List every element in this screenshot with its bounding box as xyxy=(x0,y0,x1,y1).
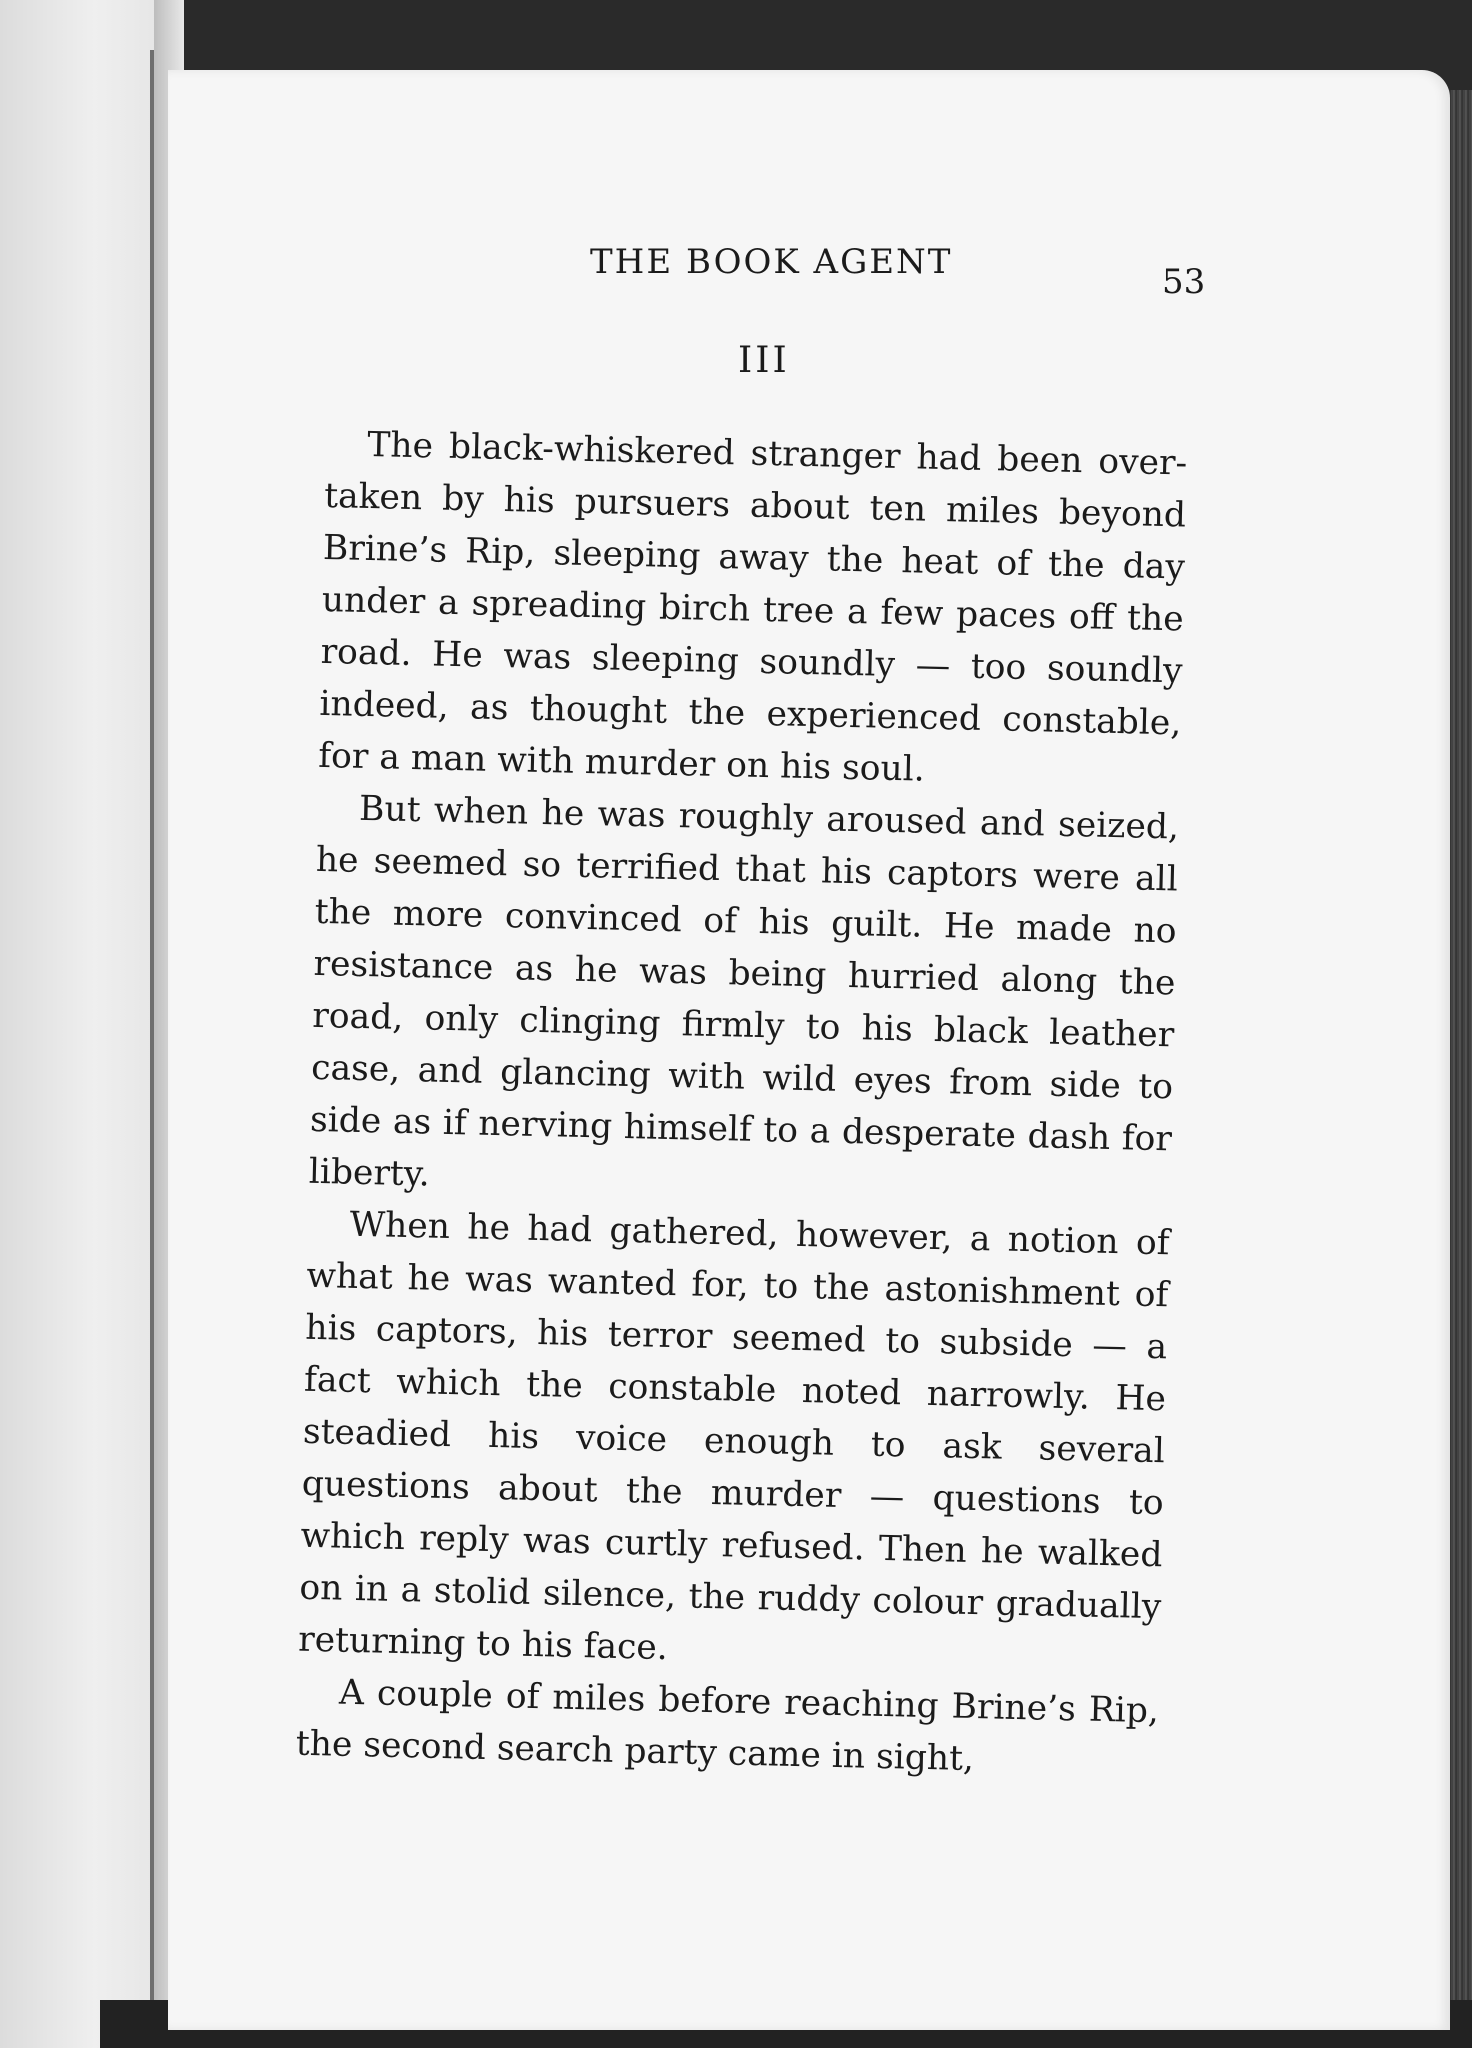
paragraph: When he had gathered, however, a notion of what he was wanted for, to the astonishment of his captors, his terror seemed to subside — a fact which the constable noted narrowly. He steadied his voice enough to ask several questions about the murder — questions to which reply was curtly refused. Then he walked on in a stolid silence, the ruddy colour gradually returning to his face. xyxy=(297,1204,1170,1669)
paragraph: A couple of miles before reaching Brine’s Rip, the second search party came in sight, xyxy=(295,1672,1160,1780)
left-page-margin xyxy=(0,0,158,2048)
running-head: THE BOOK AGENT xyxy=(590,242,953,282)
chapter-number: III xyxy=(738,340,790,381)
body-text xyxy=(295,418,1187,1789)
paragraph: The black-whiskered stranger had been over-taken by his pursuers about ten miles beyond Brine’s Rip, sleeping away the heat of the day under a spreading birch tree a few paces off the road. He was sleeping soundly — too soundly indeed, as thought the experienced constable, for a man with murder on his soul. xyxy=(317,424,1188,790)
paragraph: But when he was roughly aroused and seized, he seemed so terrified that his captors were all the more convinced of his guilt. He made no resistance as he was being hurried along the road, only clinging firmly to his black leather case, and glancing with wild eyes from side to side as if nerving himself to a desperate dash for liberty. xyxy=(308,788,1180,1195)
page-number: 53 xyxy=(1162,262,1206,302)
